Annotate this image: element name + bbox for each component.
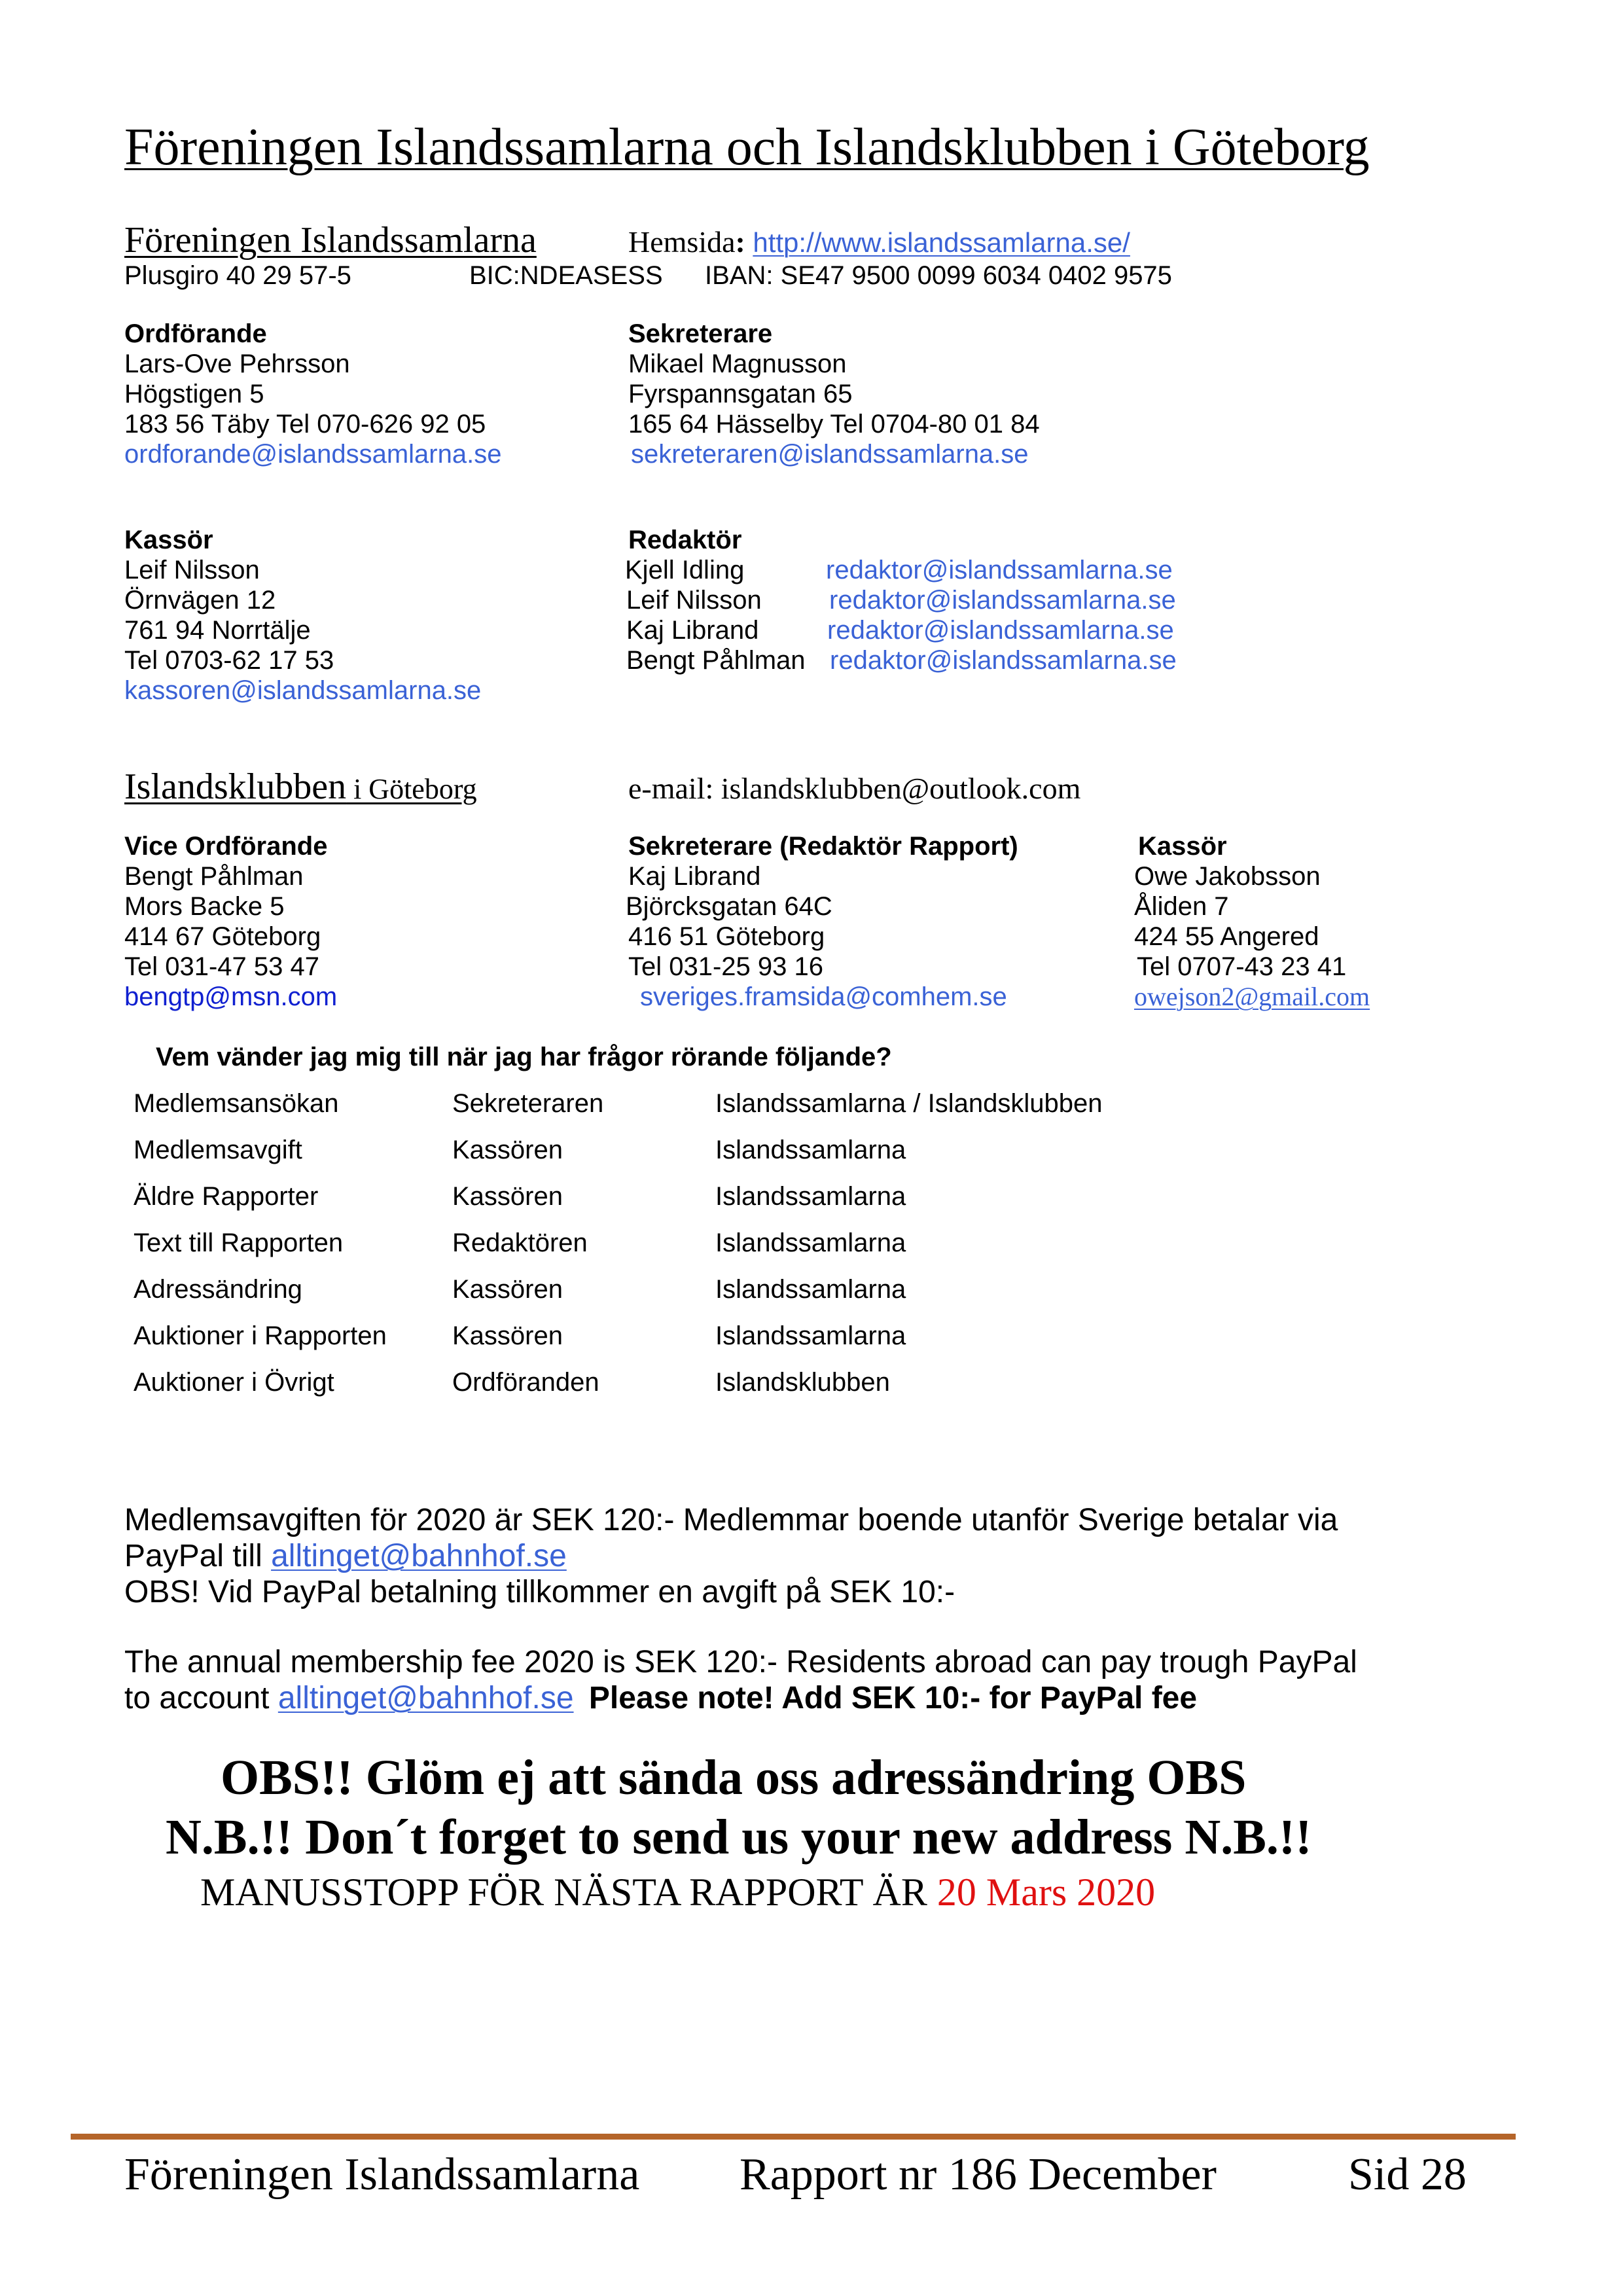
ik-heading-rest: i Göteborg <box>346 773 477 805</box>
sekreterare-email[interactable]: sekreteraren@islandssamlarna.se <box>631 440 1029 469</box>
deadline-date: 20 Mars 2020 <box>936 1871 1156 1914</box>
ordforande-street: Högstigen 5 <box>124 380 264 408</box>
topic-cell: Adressändring <box>134 1275 302 1304</box>
org-cell: Islandsklubben <box>715 1368 890 1397</box>
fis-ordforande <box>124 319 501 469</box>
ik-kassor-title: Kassör <box>1138 832 1227 861</box>
contact-cell: Redaktören <box>452 1229 588 1257</box>
questions-heading: Vem vänder jag mig till när jag har frågor rörande följande? <box>156 1043 892 1071</box>
redaktor-name: Kaj Librand <box>626 616 759 645</box>
contact-cell: Kassören <box>452 1275 563 1304</box>
topic-cell: Auktioner i Rapporten <box>134 1321 387 1350</box>
contact-cell: Sekreteraren <box>452 1089 604 1118</box>
notice-en: N.B.!! Don´t forget to send us your new address N.B.!! <box>166 1810 1312 1865</box>
fee-en-line1: The annual membership fee 2020 is SEK 120:- Residents abroad can pay trough PayPal <box>124 1645 1357 1679</box>
redaktor-title: Redaktör <box>628 526 742 554</box>
bic: BIC:NDEASESS <box>469 261 663 290</box>
kassor-title: Kassör <box>124 526 213 554</box>
fee-en-prefix: to account <box>124 1681 278 1715</box>
iban: IBAN: SE47 9500 0099 6034 0402 9575 <box>705 261 1172 290</box>
ik-heading <box>124 766 477 817</box>
topic-cell: Auktioner i Övrigt <box>134 1368 334 1397</box>
fee-en-line2 <box>124 1680 1197 1717</box>
homepage-link[interactable]: http://www.islandssamlarna.se/ <box>753 227 1130 258</box>
ordforande-title: Ordförande <box>124 319 267 348</box>
vice-tel: Tel 031-47 53 47 <box>124 952 320 981</box>
ik-sekreterare-street: Björcksgatan 64C <box>626 892 832 921</box>
homepage-label: Hemsida <box>628 225 736 259</box>
sekreterare-name: Mikael Magnusson <box>628 350 847 378</box>
redaktor-row <box>626 585 762 615</box>
fis-sekreterare <box>628 319 1040 469</box>
contact-cell: Kassören <box>452 1321 563 1350</box>
ik-sekreterare-email[interactable]: sveriges.framsida@comhem.se <box>640 982 1007 1011</box>
ik-sekreterare <box>628 831 1018 1012</box>
ordforande-name: Lars-Ove Pehrsson <box>124 350 350 378</box>
ik-kassor-city: 424 55 Angered <box>1134 922 1319 951</box>
footer-rule <box>71 2134 1516 2140</box>
redaktor-email[interactable]: redaktor@islandssamlarna.se <box>826 556 1173 584</box>
redaktor-email[interactable]: redaktor@islandssamlarna.se <box>827 616 1174 645</box>
sekreterare-street: Fyrspannsgatan 65 <box>628 380 853 408</box>
vice-name: Bengt Påhlman <box>124 862 304 891</box>
fee-sv-line1: Medlemsavgiften för 2020 är SEK 120:- Medlemmar boende utanför Sverige betalar via <box>124 1503 1338 1537</box>
sekreterare-city-tel: 165 64 Hässelby Tel 0704-80 01 84 <box>628 410 1040 439</box>
fee-sv-line2 <box>124 1538 567 1575</box>
plusgiro: Plusgiro 40 29 57-5 <box>124 261 351 290</box>
redaktor-row <box>625 555 744 585</box>
vice-email[interactable]: bengtp@msn.com <box>124 982 338 1011</box>
redaktor-row <box>626 615 758 645</box>
kassor-tel: Tel 0703-62 17 53 <box>124 646 334 675</box>
topic-cell: Medlemsansökan <box>134 1089 339 1118</box>
contact-cell: Kassören <box>452 1136 563 1164</box>
ik-kassor-name: Owe Jakobsson <box>1134 862 1321 891</box>
footer-page-number: Sid 28 <box>1348 2149 1467 2200</box>
ordforande-email[interactable]: ordforande@islandssamlarna.se <box>124 440 502 469</box>
contact-cell: Kassören <box>452 1182 563 1211</box>
ik-sekreterare-tel: Tel 031-25 93 16 <box>628 952 824 981</box>
org-cell: Islandssamlarna <box>715 1182 906 1211</box>
kassor-email[interactable]: kassoren@islandssamlarna.se <box>124 676 482 705</box>
vice-street: Mors Backe 5 <box>124 892 285 921</box>
ik-kassor-email[interactable]: owejson2@gmail.com <box>1134 982 1370 1011</box>
fis-heading: Föreningen Islandssamlarna <box>124 220 537 260</box>
fis-homepage <box>628 224 1130 261</box>
org-cell: Islandssamlarna <box>715 1321 906 1350</box>
footer-org: Föreningen Islandssamlarna <box>124 2149 640 2200</box>
footer-issue: Rapport nr 186 December <box>740 2149 1217 2200</box>
redaktor-name: Bengt Påhlman <box>626 646 806 675</box>
ik-kassor-street: Åliden 7 <box>1134 892 1229 921</box>
org-cell: Islandssamlarna <box>715 1136 906 1164</box>
kassor-street: Örnvägen 12 <box>124 586 276 615</box>
deadline-line <box>200 1869 1155 1915</box>
sekreterare-title: Sekreterare <box>628 319 773 348</box>
fee-sv-line3: OBS! Vid PayPal betalning tillkommer en avgift på SEK 10:- <box>124 1575 955 1609</box>
org-cell: Islandssamlarna <box>715 1229 906 1257</box>
topic-cell: Medlemsavgift <box>134 1136 302 1164</box>
ik-heading-main: Islandsklubben <box>124 766 347 807</box>
ik-vice <box>124 831 337 1012</box>
ik-kassor-tel: Tel 0707-43 23 41 <box>1137 952 1347 981</box>
ik-email-line: e-mail: islandsklubben@outlook.com <box>628 772 1081 805</box>
deadline-label: MANUSSTOPP FÖR NÄSTA RAPPORT ÄR <box>200 1871 937 1914</box>
fee-sv-prefix: PayPal till <box>124 1539 272 1573</box>
redaktor-name: Leif Nilsson <box>626 586 762 615</box>
vice-title: Vice Ordförande <box>124 832 328 861</box>
redaktor-email[interactable]: redaktor@islandssamlarna.se <box>829 586 1176 615</box>
ik-sekreterare-title: Sekreterare (Redaktör Rapport) <box>628 832 1018 861</box>
paypal-email-link[interactable]: alltinget@bahnhof.se <box>271 1539 567 1573</box>
org-cell: Islandssamlarna / Islandsklubben <box>715 1089 1103 1118</box>
vice-city: 414 67 Göteborg <box>124 922 321 951</box>
redaktor-row <box>626 645 806 675</box>
homepage-colon: : <box>735 225 745 259</box>
fis-kassor <box>124 525 481 706</box>
paypal-fee-note: Please note! Add SEK 10:- for PayPal fee <box>588 1681 1198 1715</box>
org-cell: Islandssamlarna <box>715 1275 906 1304</box>
topic-cell: Text till Rapporten <box>134 1229 344 1257</box>
ik-kassor <box>1134 831 1370 1012</box>
ordforande-city-tel: 183 56 Täby Tel 070-626 92 05 <box>124 410 486 439</box>
kassor-city: 761 94 Norrtälje <box>124 616 311 645</box>
page-title: Föreningen Islandssamlarna och Islandsklubben i Göteborg <box>124 118 1370 176</box>
ik-sekreterare-name: Kaj Librand <box>628 862 761 891</box>
redaktor-email[interactable]: redaktor@islandssamlarna.se <box>830 646 1177 675</box>
paypal-email-link[interactable]: alltinget@bahnhof.se <box>277 1681 574 1715</box>
notice-sv: OBS!! Glöm ej att sända oss adressändring OBS <box>221 1750 1247 1805</box>
contact-cell: Ordföranden <box>452 1368 599 1397</box>
kassor-name: Leif Nilsson <box>124 556 260 584</box>
ik-sekreterare-city: 416 51 Göteborg <box>628 922 825 951</box>
topic-cell: Äldre Rapporter <box>134 1182 319 1211</box>
redaktor-name: Kjell Idling <box>625 556 745 584</box>
